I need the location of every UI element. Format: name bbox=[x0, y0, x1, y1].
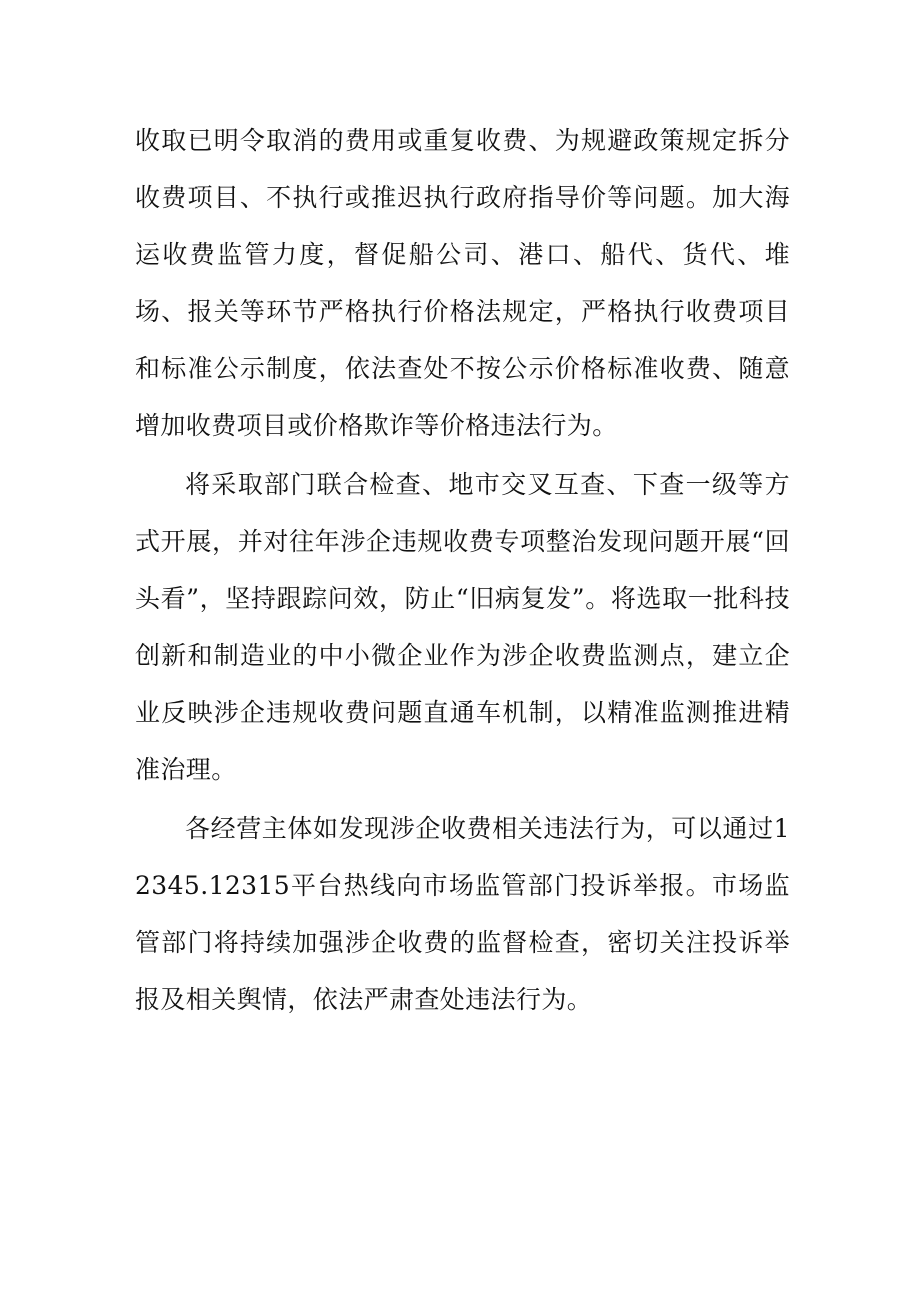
paragraph-1: 收取已明令取消的费用或重复收费、为规避政策规定拆分收费项目、不执行或推迟执行政府指导价等问题。加大海运收费监管力度，督促船公司、港口、船代、货代、堆场、报关等环节严格执行价格法规定，严格执行收费项目和标准公示制度，依法查处不按公示价格标准收费、随意增加收费项目或价格欺诈等价格违法行为。 bbox=[135, 126, 790, 440]
paragraph-3: 各经营主体如发现涉企收费相关违法行为，可以通过12345.12315平台热线向市场监管部门投诉举报。市场监管部门将持续加强涉企收费的监督检查，密切关注投诉举报及相关舆情，依法严肃查处违法行为。 bbox=[135, 814, 790, 1014]
paragraph-2: 将采取部门联合检查、地市交叉互查、下查一级等方式开展，并对往年涉企违规收费专项整治发现问题开展“回头看”，坚持跟踪问效，防止“旧病复发”。将选取一批科技创新和制造业的中小微企业作为涉企收费监测点，建立企业反映涉企违规收费问题直通车机制，以精准监测推进精准治理。 bbox=[135, 470, 790, 784]
document-body bbox=[135, 112, 790, 1028]
